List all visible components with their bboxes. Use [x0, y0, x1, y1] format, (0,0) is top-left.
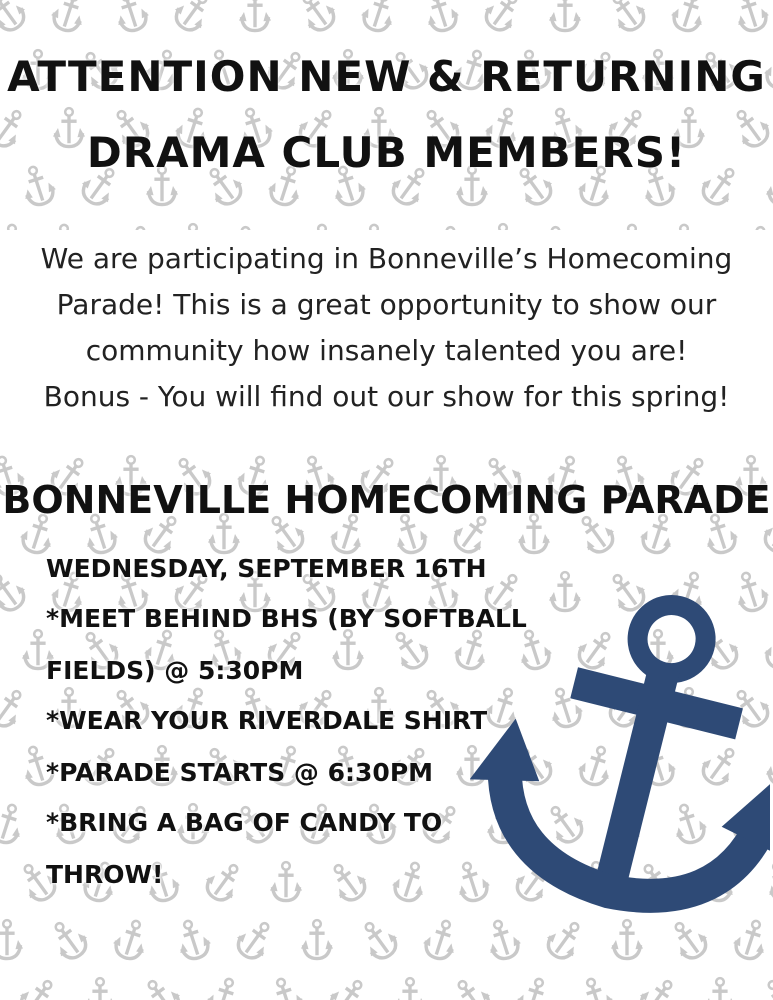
anchor-icon — [470, 585, 770, 925]
event-title: BONNEVILLE HOMECOMING PARADE — [2, 478, 771, 522]
detail-line: FIELDS) @ 5:30PM — [46, 656, 304, 685]
flyer-title-line-2: DRAMA CLUB MEMBERS! — [86, 128, 687, 177]
detail-line: *MEET BEHIND BHS (BY SOFTBALL — [46, 604, 527, 633]
intro-line: Bonus - You will find out our show for this spring! — [43, 380, 730, 413]
detail-line: *BRING A BAG OF CANDY TO — [46, 808, 443, 837]
detail-line: *PARADE STARTS @ 6:30PM — [46, 758, 434, 787]
detail-line: THROW! — [46, 860, 164, 889]
flyer-title-line-1: ATTENTION NEW & RETURNING — [7, 52, 766, 101]
event-date: WEDNESDAY, SEPTEMBER 16TH — [46, 554, 487, 583]
intro-line: community how insanely talented you are! — [85, 334, 688, 367]
intro-panel — [0, 230, 773, 440]
detail-line: *WEAR YOUR RIVERDALE SHIRT — [46, 706, 488, 735]
intro-line: We are participating in Bonneville’s Homecoming — [40, 242, 733, 275]
intro-line: Parade! This is a great opportunity to show our — [56, 288, 717, 321]
